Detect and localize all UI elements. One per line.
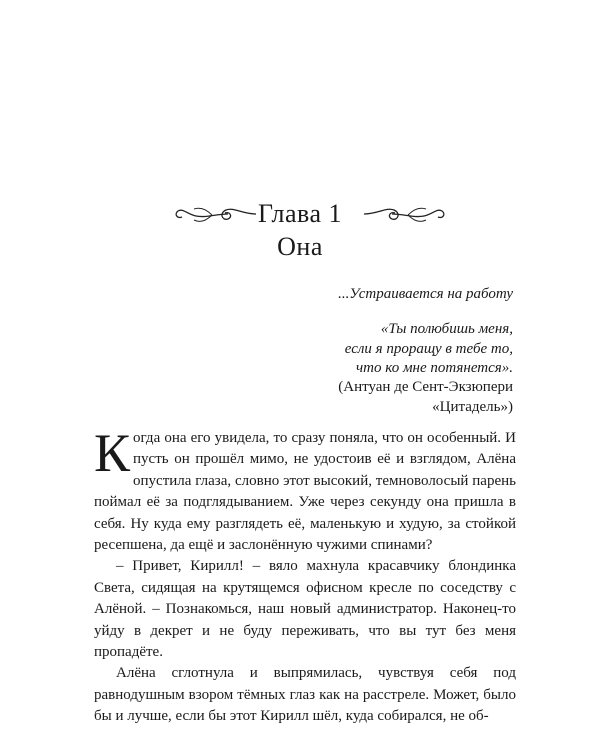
drop-cap: К <box>94 423 131 483</box>
chapter-name: Она <box>277 232 323 261</box>
epigraph-attribution <box>120 378 513 417</box>
quote-line: что ко мне потянется». <box>356 360 513 376</box>
flourish-left-icon <box>172 201 258 227</box>
paragraph: – Привет, Кирилл! – вяло махнула красавчику блондинка Света, сидящая на крутящемся офисном кресле по соседству с Алёной. – Познакомься, наш новый администратор. Наконец-то уйду в декрет и не буду переживать, что вы тут без меня пропадёте. <box>94 558 516 661</box>
quote-line: «Ты полюбишь меня, <box>380 321 513 337</box>
paragraph-text: огда она его увидела, то сразу поняла, что он особенный. И пусть он прошёл мимо, не удостоив её и взглядом, Алёна опустила глаза, словно этот высокий, темноволосый парень поймал её за подглядыванием. Уже через секунду она пришла в себя. Ну куда ему разглядеть её, маленькую и худую, за стойкой ресепшена, да ещё и заслонённую чужими спинами? <box>94 430 516 554</box>
chapter-number: Глава 1 <box>257 199 343 228</box>
epigraph-quote <box>120 320 513 379</box>
paragraph: Алёна сглотнула и выпрямилась, чувствуя себя под равнодушным взором тёмных глаз как на расстреле. Может, было бы и лучше, если бы этот Кирилл шёл, куда собирался, не об- <box>94 665 516 725</box>
chapter-heading <box>0 197 600 263</box>
chapter-title-line <box>0 197 600 231</box>
flourish-right-icon <box>362 201 448 227</box>
attribution-line: (Антуан де Сент-Экзюпери <box>338 379 513 395</box>
paragraph <box>94 423 516 556</box>
attribution-line: «Цитадель») <box>432 398 513 415</box>
epigraph-subheading: ...Устраивается на работу <box>338 286 513 302</box>
quote-line: если я проращу в тебе то, <box>344 340 513 357</box>
body-text <box>94 423 516 728</box>
